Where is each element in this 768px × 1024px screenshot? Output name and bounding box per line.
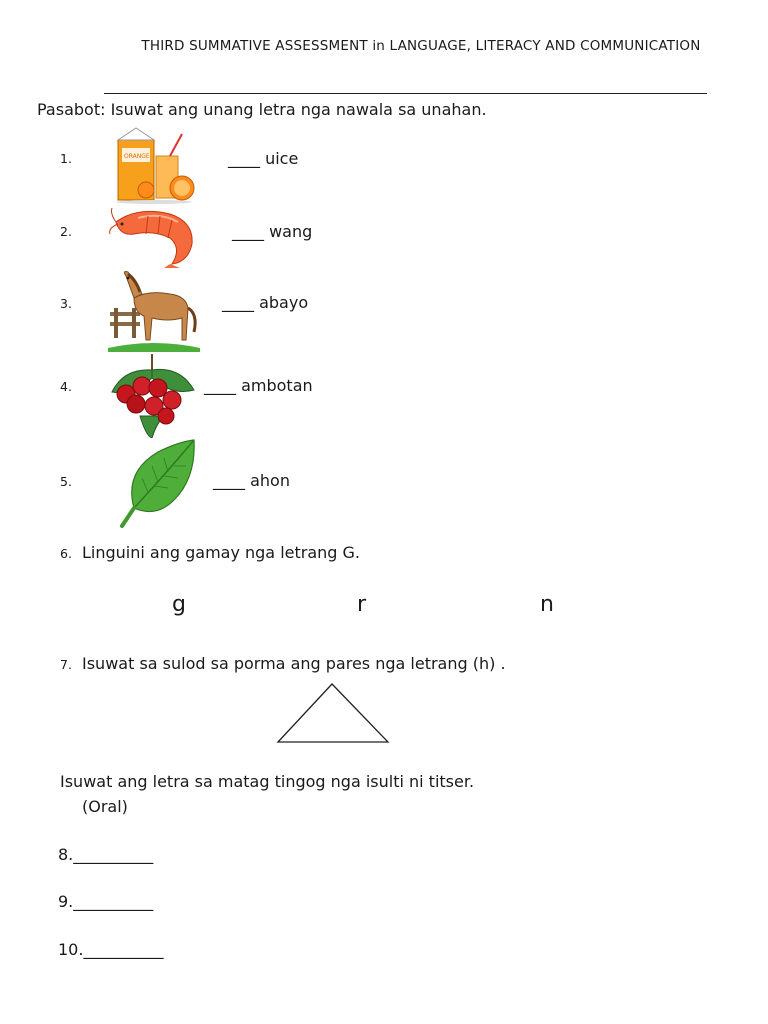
item-answer: ____ uice bbox=[228, 149, 299, 168]
header-divider bbox=[104, 93, 707, 94]
letter-choice[interactable]: r bbox=[357, 592, 367, 617]
item-number: 1. bbox=[60, 151, 72, 166]
horse-icon bbox=[108, 268, 200, 352]
answer-line[interactable]: 8.__________ bbox=[58, 845, 154, 864]
question-number: 6. bbox=[60, 546, 72, 561]
instruction-text: Pasabot: Isuwat ang unang letra nga nawala sa unahan. bbox=[37, 100, 487, 119]
item-number: 3. bbox=[60, 296, 72, 311]
answer-line[interactable]: 9.__________ bbox=[58, 892, 154, 911]
page-title: THIRD SUMMATIVE ASSESSMENT in LANGUAGE, LITERACY AND COMMUNICATION bbox=[141, 38, 701, 54]
rambutan-icon bbox=[106, 352, 198, 438]
question-text: Linguini ang gamay nga letrang G. bbox=[82, 543, 361, 562]
item-number: 2. bbox=[60, 224, 72, 239]
item-number: 4. bbox=[60, 379, 72, 394]
oral-note: (Oral) bbox=[82, 797, 128, 816]
answer-line[interactable]: 10.__________ bbox=[58, 940, 164, 959]
item-answer: ____ wang bbox=[232, 222, 313, 241]
svg-text:ORANGE: ORANGE bbox=[124, 153, 150, 160]
shrimp-icon bbox=[108, 204, 200, 268]
juice-icon bbox=[110, 126, 198, 204]
leaf-icon bbox=[118, 438, 198, 530]
item-number: 5. bbox=[60, 474, 72, 489]
question-number: 7. bbox=[60, 657, 72, 672]
question-text: Isuwat sa sulod sa porma ang pares nga letrang (h) . bbox=[82, 654, 506, 673]
item-answer: ____ ahon bbox=[213, 471, 290, 490]
letter-choice[interactable]: g bbox=[172, 592, 186, 617]
letter-choice[interactable]: n bbox=[540, 592, 554, 617]
oral-instruction: Isuwat ang letra sa matag tingog nga isulti ni titser. bbox=[60, 772, 475, 791]
item-answer: ____ ambotan bbox=[204, 376, 313, 395]
item-answer: ____ abayo bbox=[222, 293, 309, 312]
triangle-shape[interactable] bbox=[274, 682, 392, 746]
